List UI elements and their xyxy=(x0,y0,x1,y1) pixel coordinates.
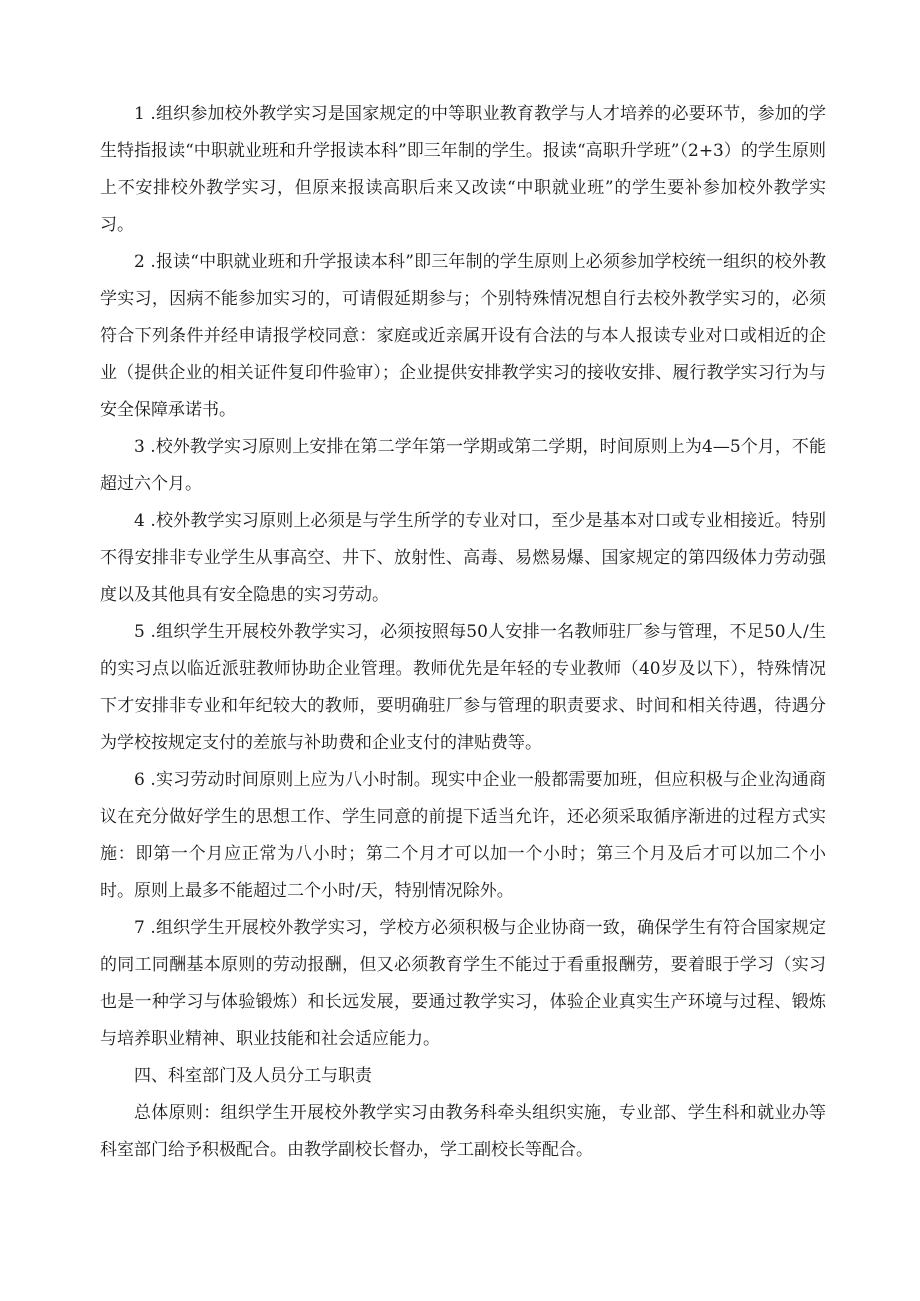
paragraph-item-4: 4 .校外教学实习原则上必须是与学生所学的专业对口，至少是基本对口或专业相接近。特别不得安排非专业学生从事高空、井下、放射性、高毒、易燃易爆、国家规定的第四级体力劳动强度以及其他具有安全隐患的实习劳动。 xyxy=(100,511,826,605)
paragraph-item-5: 5 .组织学生开展校外教学实习，必须按照每50人安排一名教师驻厂参与管理，不足50人/生的实习点以临近派驻教师协助企业管理。教师优先是年轻的专业教师（40岁及以下），特殊情况下才安排非专业和年纪较大的教师，要明确驻厂参与管理的职责要求、时间和相关待遇，待遇分为学校按规定支付的差旅与补助费和企业支付的津贴费等。 xyxy=(100,622,826,753)
paragraph-item-7: 7 .组织学生开展校外教学实习，学校方必须积极与企业协商一致，确保学生有符合国家规定的同工同酬基本原则的劳动报酬，但又必须教育学生不能过于看重报酬劳，要着眼于学习（实习也是一种学习与体验锻炼）和长远发展，要通过教学实习，体验企业真实生产环境与过程、锻炼与培养职业精神、职业技能和社会适应能力。 xyxy=(100,918,826,1049)
section-heading: 四、科室部门及人员分工与职责 xyxy=(134,1066,372,1086)
closing-paragraph: 总体原则：组织学生开展校外教学实习由教务科牵头组织实施，专业部、学生科和就业办等科室部门给予积极配合。由教学副校长督办，学工副校长等配合。 xyxy=(100,1103,826,1160)
paragraph-item-6: 6 .实习劳动时间原则上应为八小时制。现实中企业一般都需要加班，但应积极与企业沟通商议在充分做好学生的思想工作、学生同意的前提下适当允许，还必须采取循序渐进的过程方式实施：即第一个月应正常为八小时；第二个月才可以加一个小时；第三个月及后才可以加二个小时。原则上最多不能超过二个小时/天，特别情况除外。 xyxy=(100,770,826,901)
paragraph-item-1: 1 .组织参加校外教学实习是国家规定的中等职业教育教学与人才培养的必要环节，参加的学生特指报读“中职就业班和升学报读本科”即三年制的学生。报读“高职升学班”（2+3）的学生原则上不安排校外教学实习，但原来报读高职后来又改读“中职就业班”的学生要补参加校外教学实习。 xyxy=(100,104,826,235)
document-page xyxy=(100,96,826,1169)
paragraph-item-2: 2 .报读“中职就业班和升学报读本科”即三年制的学生原则上必须参加学校统一组织的校外教学实习，因病不能参加实习的，可请假延期参与；个别特殊情况想自行去校外教学实习的，必须符合下列条件并经申请报学校同意：家庭或近亲属开设有合法的与本人报读专业对口或相近的企业（提供企业的相关证件复印件验审）；企业提供安排教学实习的接收安排、履行教学实习行为与安全保障承诺书。 xyxy=(100,252,826,420)
paragraph-item-3: 3 .校外教学实习原则上安排在第二学年第一学期或第二学期，时间原则上为4—5个月，不能超过六个月。 xyxy=(100,437,826,494)
